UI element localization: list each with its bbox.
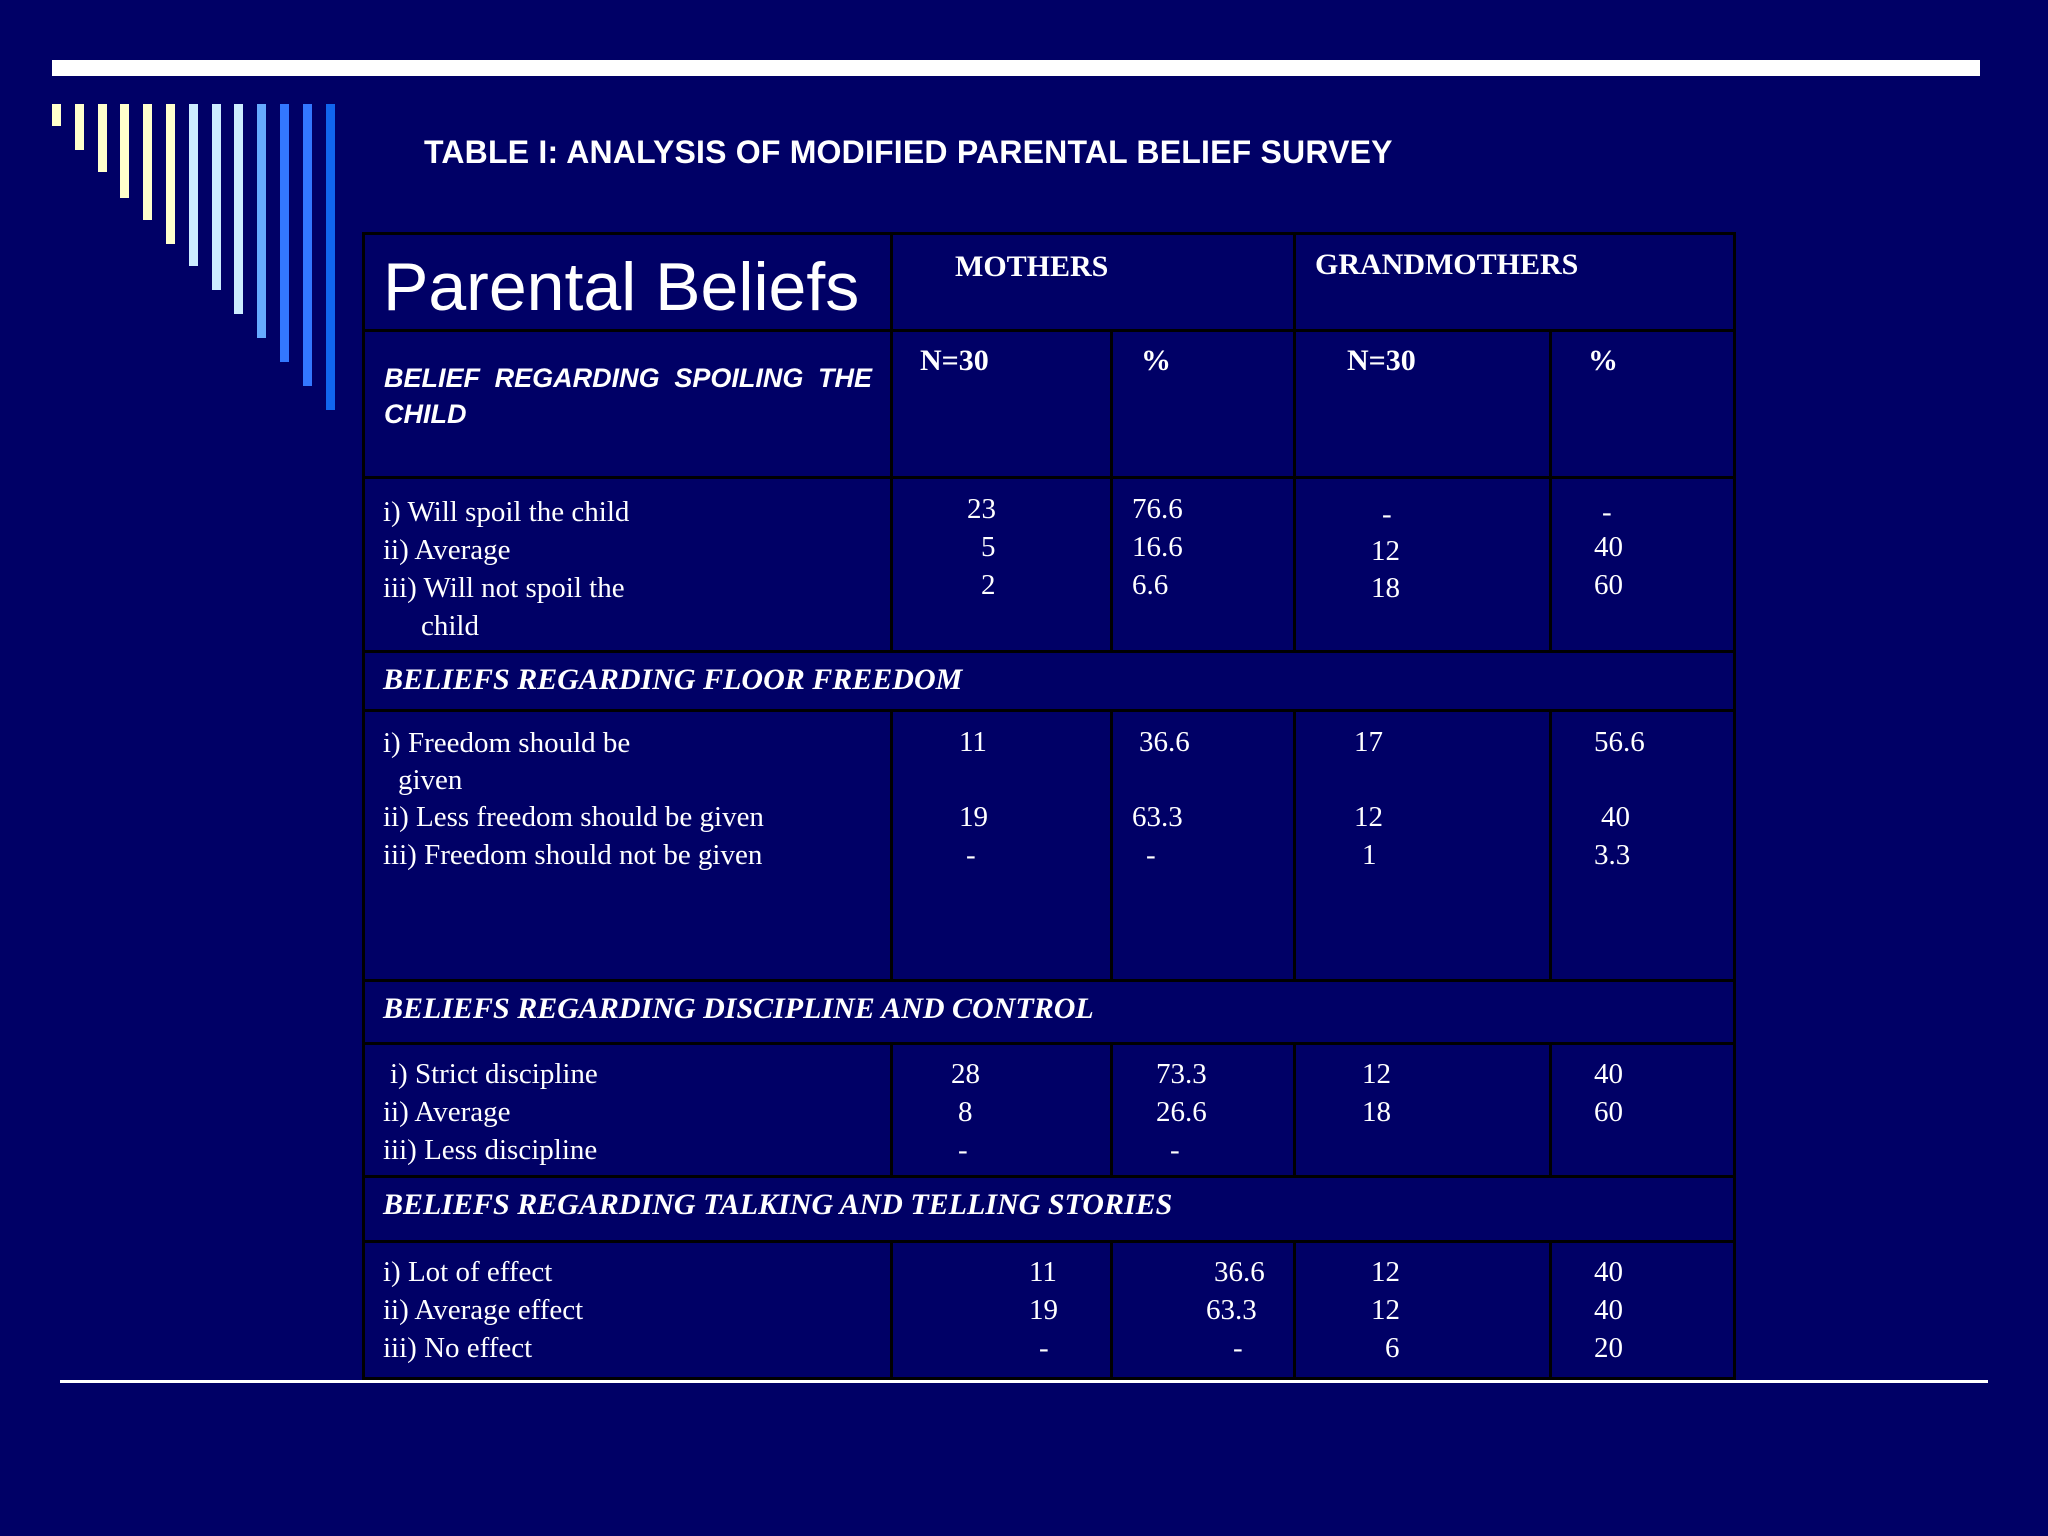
item-label: ii) Average — [383, 534, 511, 566]
value-mothers-n: 8 — [958, 1096, 973, 1128]
value-grand-n: 1 — [1362, 839, 1377, 871]
value-grand-pct: 40 — [1594, 1058, 1623, 1090]
value-mothers-pct: - — [1170, 1134, 1180, 1166]
value-mothers-pct: 26.6 — [1156, 1096, 1207, 1128]
section-heading-spoiling: BELIEF REGARDING SPOILING THE CHILD — [384, 363, 872, 429]
data-cell — [1110, 709, 1296, 982]
value-mothers-n: 11 — [959, 726, 987, 758]
section-heading-talking: BELIEFS REGARDING TALKING AND TELLING STORIES — [383, 1188, 1173, 1221]
value-grand-pct: 3.3 — [1594, 839, 1631, 871]
item-label: given — [398, 764, 463, 796]
value-mothers-pct: - — [1146, 839, 1156, 871]
value-mothers-pct: 63.3 — [1206, 1294, 1257, 1326]
col-cell — [1110, 329, 1296, 479]
value-grand-n: 18 — [1362, 1096, 1391, 1128]
value-grand-pct: 60 — [1594, 569, 1623, 601]
item-label: iii) Less discipline — [383, 1134, 598, 1166]
decorative-stripe — [234, 104, 243, 314]
value-grand-n: 12 — [1371, 1294, 1400, 1326]
value-mothers-n: - — [966, 839, 976, 871]
value-mothers-pct: 73.3 — [1156, 1058, 1207, 1090]
value-grand-pct: 56.6 — [1594, 726, 1645, 758]
decorative-stripe — [98, 104, 107, 172]
value-grand-pct: 40 — [1601, 801, 1630, 833]
decorative-stripe — [120, 104, 129, 198]
item-label: ii) Less freedom should be given — [383, 801, 764, 833]
data-cell — [890, 1240, 1113, 1380]
decorative-stripe — [280, 104, 289, 362]
col-cell — [1293, 329, 1552, 479]
decorative-stripe — [75, 104, 84, 150]
data-cell — [1549, 1042, 1736, 1178]
decorative-stripe — [143, 104, 152, 220]
data-cell — [1293, 1042, 1552, 1178]
decorative-stripe — [326, 104, 335, 410]
item-label: i) Will spoil the child — [383, 496, 630, 528]
slide-title: TABLE I: ANALYSIS OF MODIFIED PARENTAL BELIEF SURVEY — [424, 134, 1393, 170]
decorative-stripe — [189, 104, 198, 266]
item-label: child — [421, 610, 479, 642]
item-label: iii) Will not spoil the — [383, 572, 625, 604]
value-mothers-pct: 16.6 — [1132, 531, 1183, 563]
value-grand-n: 12 — [1362, 1058, 1391, 1090]
value-mothers-n: 2 — [981, 569, 996, 601]
item-label: i) Freedom should be — [383, 727, 631, 759]
data-cell — [890, 476, 1113, 653]
value-mothers-pct: 36.6 — [1139, 726, 1190, 758]
group-header-mothers: MOTHERS — [955, 250, 1109, 283]
item-label: ii) Average effect — [383, 1294, 584, 1326]
value-grand-pct: 40 — [1594, 1256, 1623, 1288]
value-grand-pct: 40 — [1594, 1294, 1623, 1326]
value-mothers-pct: 76.6 — [1132, 493, 1183, 525]
item-label: i) Lot of effect — [383, 1256, 553, 1288]
data-cell — [1293, 476, 1552, 653]
value-mothers-pct: - — [1233, 1332, 1243, 1364]
decorative-stripe — [303, 104, 312, 386]
data-cell — [1110, 1240, 1296, 1380]
item-label: i) Strict discipline — [390, 1058, 598, 1090]
col-header-grand-pct: % — [1588, 344, 1618, 377]
value-mothers-n: 19 — [959, 801, 988, 833]
top-divider-bar — [52, 60, 1980, 76]
value-grand-pct: 60 — [1594, 1096, 1623, 1128]
grandmothers-header-cell — [1293, 232, 1736, 332]
value-mothers-n: 23 — [967, 493, 996, 525]
bottom-divider-line — [60, 1380, 1988, 1383]
data-cell — [1549, 476, 1736, 653]
value-grand-n: 17 — [1354, 726, 1383, 758]
value-grand-n: - — [1382, 498, 1392, 530]
value-mothers-pct: 63.3 — [1132, 801, 1183, 833]
section-heading-floor-freedom: BELIEFS REGARDING FLOOR FREEDOM — [383, 663, 963, 696]
data-cell — [1293, 709, 1552, 982]
item-label: iii) No effect — [383, 1332, 533, 1364]
value-mothers-n: 11 — [1029, 1256, 1057, 1288]
col-cell — [1549, 329, 1736, 479]
data-cell — [890, 709, 1113, 982]
group-header-grandmothers: GRANDMOTHERS — [1315, 248, 1579, 281]
value-grand-n: 12 — [1371, 535, 1400, 567]
value-mothers-pct: 6.6 — [1132, 569, 1169, 601]
decorative-stripe — [52, 104, 61, 126]
value-grand-pct: - — [1602, 496, 1612, 528]
value-mothers-n: 28 — [951, 1058, 980, 1090]
data-cell — [890, 1042, 1113, 1178]
col-header-grand-n: N=30 — [1347, 344, 1416, 377]
value-mothers-n: 19 — [1029, 1294, 1058, 1326]
item-label: ii) Average — [383, 1096, 511, 1128]
value-mothers-n: - — [958, 1134, 968, 1166]
decorative-stripe — [166, 104, 175, 244]
value-mothers-n: - — [1039, 1332, 1049, 1364]
value-grand-pct: 20 — [1594, 1332, 1623, 1364]
value-grand-pct: 40 — [1594, 531, 1623, 563]
corner-title: Parental Beliefs — [383, 249, 860, 325]
col-header-mothers-n: N=30 — [920, 344, 989, 377]
section-heading-discipline: BELIEFS REGARDING DISCIPLINE AND CONTROL — [383, 992, 1094, 1025]
data-cell — [1549, 1240, 1736, 1380]
col-header-mothers-pct: % — [1141, 344, 1171, 377]
value-grand-n: 12 — [1354, 801, 1383, 833]
decorative-stripe — [257, 104, 266, 338]
value-grand-n: 12 — [1371, 1256, 1400, 1288]
item-label: iii) Freedom should not be given — [383, 839, 763, 871]
value-mothers-n: 5 — [981, 531, 996, 563]
value-grand-n: 6 — [1385, 1332, 1400, 1364]
data-cell — [1293, 1240, 1552, 1380]
value-grand-n: 18 — [1371, 572, 1400, 604]
value-mothers-pct: 36.6 — [1214, 1256, 1265, 1288]
decorative-stripe — [212, 104, 221, 290]
